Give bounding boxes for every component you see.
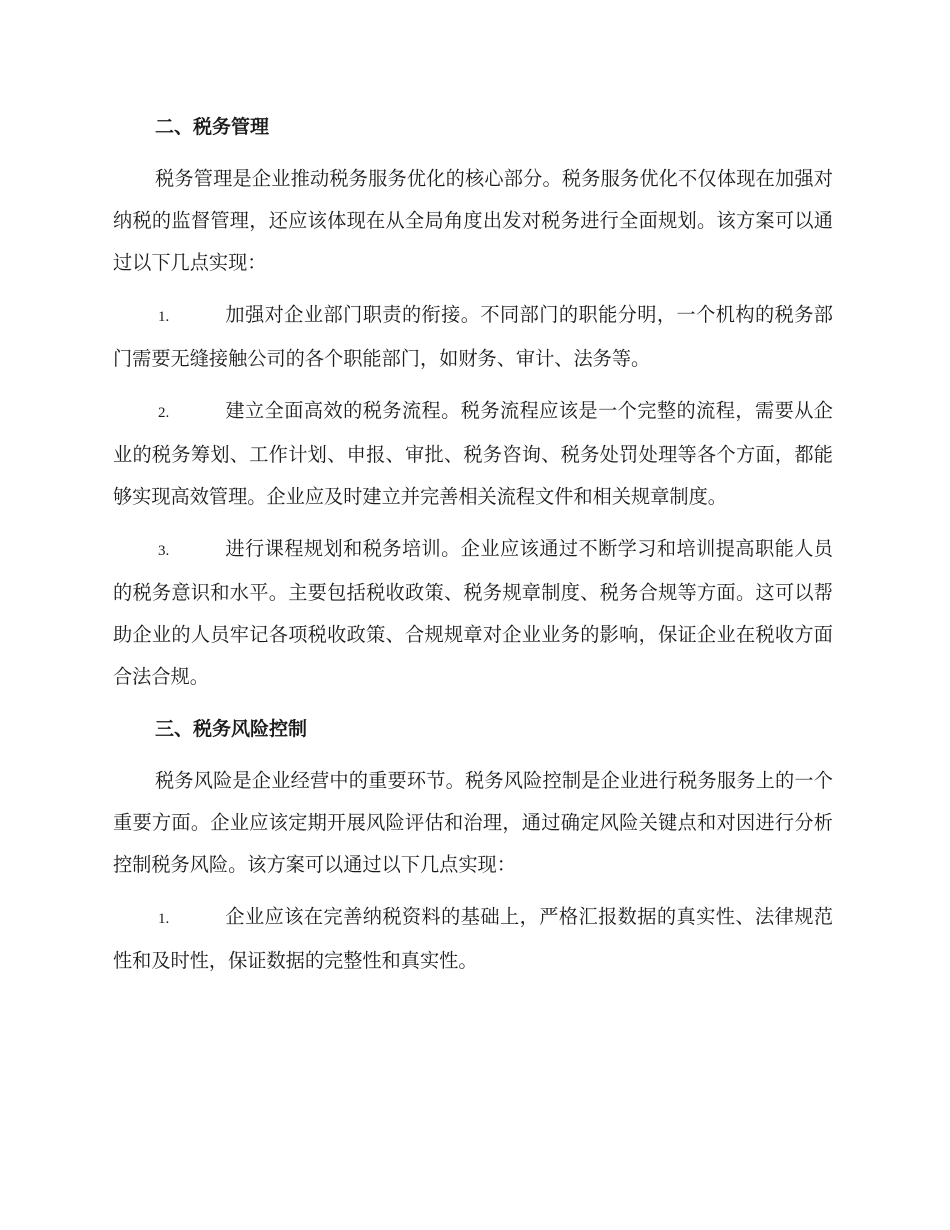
list-number: 1. xyxy=(158,911,170,927)
list-number: 1. xyxy=(158,309,170,325)
section-intro-tax-risk-control: 税务风险是企业经营中的重要环节。税务风险控制是企业进行税务服务上的一个重要方面。企业应该定期开展风险评估和治理，通过确定风险关键点和对因进行分析控制税务风险。该方案可以通过以下几点实现： xyxy=(113,769,833,876)
list-number: 3. xyxy=(158,543,170,559)
list-text: 企业应该在完善纳税资料的基础上，严格汇报数据的真实性、法律规范性和及时性，保证数据的完整性和真实性。 xyxy=(113,905,833,972)
list-item xyxy=(113,896,833,982)
section-intro-tax-management: 税务管理是企业推动税务服务优化的核心部分。税务服务优化不仅体现在加强对纳税的监督管理，还应该体现在从全局角度出发对税务进行全面规划。该方案可以通过以下几点实现： xyxy=(113,167,833,274)
section-heading-tax-management: 二、税务管理 xyxy=(155,116,270,138)
list-text: 加强对企业部门职责的衔接。不同部门的职能分明，一个机构的税务部门需要无缝接触公司的各个职能部门，如财务、审计、法务等。 xyxy=(113,303,833,370)
list-number: 2. xyxy=(158,405,170,421)
list-item xyxy=(113,294,833,380)
list-item xyxy=(113,390,833,518)
section-heading-tax-risk-control: 三、税务风险控制 xyxy=(155,718,308,740)
list-item xyxy=(113,528,833,698)
list-text: 建立全面高效的税务流程。税务流程应该是一个完整的流程，需要从企业的税务筹划、工作计划、申报、审批、税务咨询、税务处罚处理等各个方面，都能够实现高效管理。企业应及时建立并完善相关流程文件和相关规章制度。 xyxy=(113,399,833,508)
list-text: 进行课程规划和税务培训。企业应该通过不断学习和培训提高职能人员的税务意识和水平。主要包括税收政策、税务规章制度、税务合规等方面。这可以帮助企业的人员牢记各项税收政策、合规规章对企业业务的影响，保证企业在税收方面合法合规。 xyxy=(113,537,833,688)
document-page xyxy=(113,106,833,992)
